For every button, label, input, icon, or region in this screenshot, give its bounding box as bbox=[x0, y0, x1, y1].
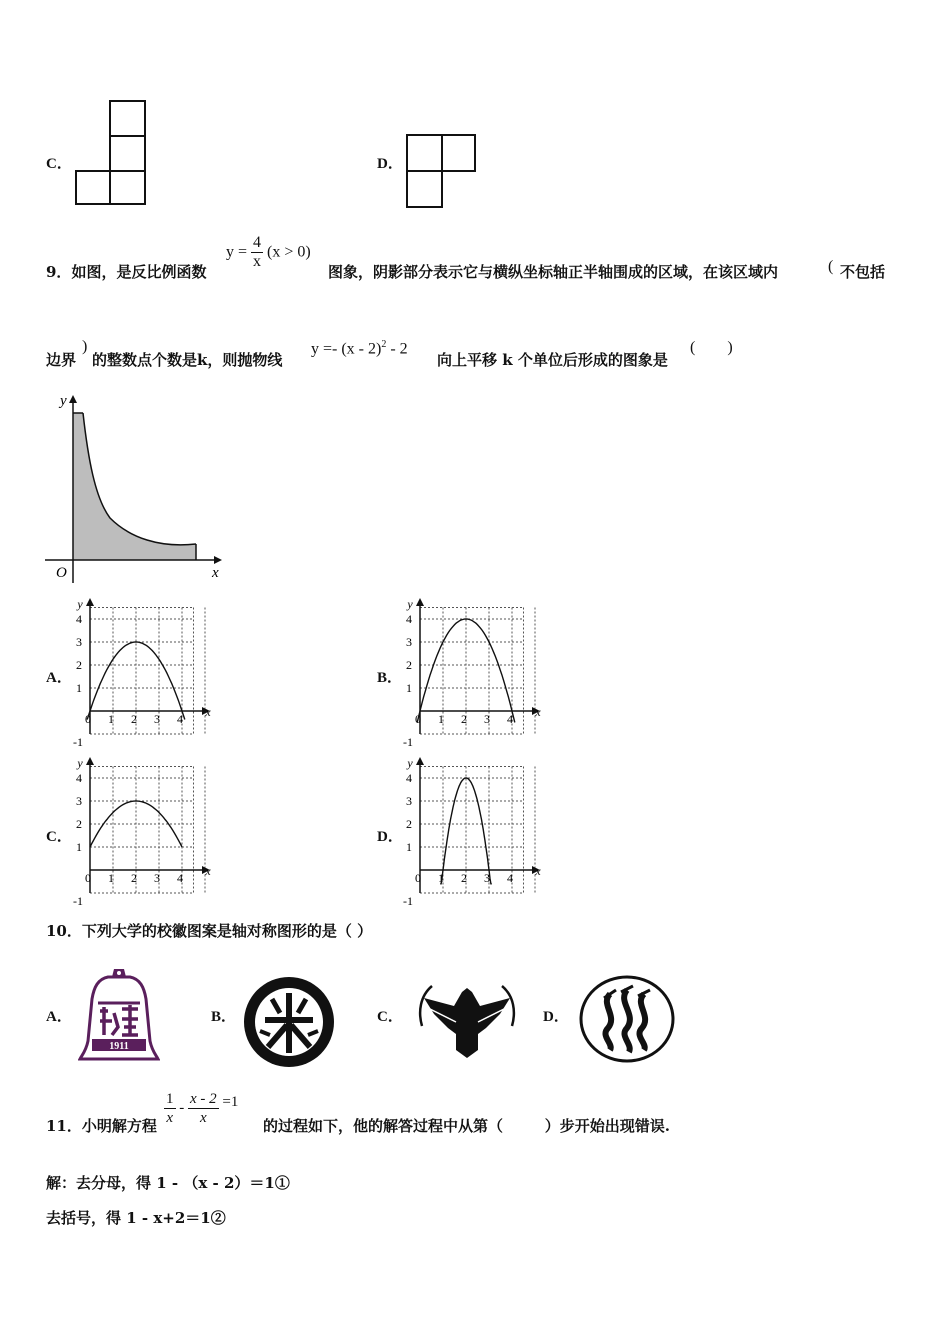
q8-option-c-label[interactable]: C． bbox=[46, 156, 72, 172]
q9-answer-paren[interactable]: ( ) bbox=[690, 339, 733, 356]
q9-eq-domain: (x > 0) bbox=[267, 243, 311, 261]
q9-eq-numerator: 4 bbox=[253, 234, 262, 251]
q9-eq-lhs: y = bbox=[226, 243, 248, 261]
q9-no-include: 不包括 bbox=[840, 263, 886, 281]
y-tick-label: 1 bbox=[406, 840, 412, 854]
x-tick-label: 1 bbox=[108, 712, 114, 726]
x-axis-label: x bbox=[205, 705, 211, 719]
q9-paren-close: ) bbox=[82, 338, 88, 355]
x-tick-label: 1 bbox=[438, 871, 444, 885]
q9-x-label: x bbox=[212, 565, 219, 581]
q10-wave-badge bbox=[578, 974, 676, 1064]
q9-parabola-body: y =- (x - 2) bbox=[311, 340, 382, 358]
q11-frac2 bbox=[188, 1090, 219, 1127]
q9-line2-mid: 的整数点个数是k，则抛物线 bbox=[92, 351, 283, 369]
q9-eq-fraction bbox=[251, 234, 263, 271]
q9-text-after-eq: 图象，阴影部分表示它与横纵坐标轴正半轴围成的区域，在该区域内 bbox=[328, 263, 779, 281]
y-tick-label: 3 bbox=[406, 635, 412, 649]
solution-line1: 解：去分母，得 1 - （x - 2）＝1① bbox=[46, 1174, 290, 1192]
y-tick-neg-label: -1 bbox=[403, 735, 413, 746]
q8-option-d-figure bbox=[402, 130, 482, 212]
y-tick-label: 1 bbox=[76, 840, 82, 854]
x-tick-label: 0 bbox=[415, 712, 421, 726]
q9-option-d-label[interactable]: D． bbox=[377, 829, 403, 845]
q11-frac1-den: x bbox=[166, 1110, 174, 1126]
q10-tsinghua-badge bbox=[78, 965, 160, 1065]
q8-d-square-top-right bbox=[442, 135, 475, 171]
x-tick-label: 3 bbox=[484, 871, 490, 885]
q11-frac2-den: x bbox=[199, 1110, 207, 1126]
y-tick-label: 2 bbox=[406, 817, 412, 831]
q10-eagle-badge bbox=[414, 968, 520, 1060]
y-tick-neg-label: -1 bbox=[403, 894, 413, 905]
q10-option-b-label[interactable]: B． bbox=[211, 1009, 237, 1025]
q9-option-c-graph bbox=[68, 753, 218, 905]
parabola-curve bbox=[417, 619, 515, 722]
q9-option-b-graph bbox=[398, 594, 548, 746]
q10-text: 10．下列大学的校徽图案是轴对称图形的是（ ） bbox=[46, 922, 373, 940]
y-tick-label: 3 bbox=[76, 635, 82, 649]
q9-eq-denominator: x bbox=[253, 253, 262, 270]
q10-a-year: 1911 bbox=[109, 1041, 129, 1052]
y-axis-arrow bbox=[86, 598, 94, 606]
q8-c-square-bottom-right bbox=[110, 171, 145, 204]
q9-line2-end: 向上平移 k 个单位后形成的图象是 bbox=[437, 351, 668, 369]
q11-rhs: =1 bbox=[222, 1093, 239, 1110]
q10-option-a-label[interactable]: A． bbox=[46, 1009, 72, 1025]
q9-parabola-tail: - 2 bbox=[386, 340, 408, 358]
q10-option-d-label[interactable]: D． bbox=[543, 1009, 569, 1025]
q10-option-c-label[interactable]: C． bbox=[377, 1009, 403, 1025]
q8-c-square-bottom-left bbox=[76, 171, 110, 204]
q11-frac1-num: 1 bbox=[166, 1091, 174, 1107]
q8-c-square-middle bbox=[110, 136, 145, 171]
q8-option-c-figure bbox=[70, 96, 150, 208]
y-tick-label: 2 bbox=[406, 658, 412, 672]
q11-frac1 bbox=[164, 1090, 176, 1127]
q9-option-d-graph bbox=[398, 753, 548, 905]
q8-d-square-bottom-left bbox=[407, 171, 442, 207]
y-tick-label: 1 bbox=[76, 681, 82, 695]
y-axis-label: y bbox=[407, 756, 413, 770]
x-tick-label: 2 bbox=[461, 871, 467, 885]
q9-hyperbola-figure bbox=[40, 388, 230, 584]
x-tick-label: 4 bbox=[507, 712, 513, 726]
q11-frac2-num: x - 2 bbox=[190, 1091, 217, 1107]
y-axis-label: y bbox=[77, 756, 83, 770]
x-tick-label: 2 bbox=[131, 712, 137, 726]
x-tick-label: 2 bbox=[461, 712, 467, 726]
x-axis-label: x bbox=[205, 864, 211, 878]
x-tick-label: 0 bbox=[85, 712, 91, 726]
y-tick-label: 1 bbox=[406, 681, 412, 695]
y-tick-label: 2 bbox=[76, 817, 82, 831]
x-tick-label: 0 bbox=[85, 871, 91, 885]
y-tick-label: 3 bbox=[406, 794, 412, 808]
y-axis-arrow bbox=[416, 598, 424, 606]
y-tick-neg-label: -1 bbox=[73, 894, 83, 905]
q11-number-text: 11．小明解方程 bbox=[46, 1117, 157, 1135]
x-tick-label: 4 bbox=[177, 871, 183, 885]
q9-y-arrow bbox=[69, 395, 77, 403]
q9-number: 9． bbox=[46, 263, 72, 281]
x-tick-label: 3 bbox=[484, 712, 490, 726]
q9-option-c-label[interactable]: C． bbox=[46, 829, 72, 845]
q8-option-d-label[interactable]: D． bbox=[377, 156, 403, 172]
y-tick-label: 4 bbox=[76, 771, 82, 785]
q9-option-a-graph bbox=[68, 594, 218, 746]
y-axis-label: y bbox=[407, 597, 413, 611]
y-tick-label: 3 bbox=[76, 794, 82, 808]
q9-parabola-eq bbox=[311, 339, 408, 358]
y-axis-arrow bbox=[416, 757, 424, 765]
y-tick-label: 4 bbox=[406, 612, 412, 626]
q9-equation bbox=[226, 234, 311, 271]
x-tick-label: 0 bbox=[415, 871, 421, 885]
y-axis-label: y bbox=[77, 597, 83, 611]
q9-option-b-label[interactable]: B． bbox=[377, 670, 403, 686]
y-tick-neg-label: -1 bbox=[73, 735, 83, 746]
q9-line1 bbox=[46, 261, 206, 282]
x-tick-label: 4 bbox=[177, 712, 183, 726]
q9-text-before-eq: 如图，是反比例函数 bbox=[71, 263, 207, 281]
q9-option-a-label[interactable]: A． bbox=[46, 670, 72, 686]
q9-paren-open: ( bbox=[828, 258, 834, 275]
x-tick-label: 3 bbox=[154, 712, 160, 726]
q9-origin-label: O bbox=[56, 565, 67, 581]
q9-y-label: y bbox=[60, 393, 67, 409]
x-tick-label: 1 bbox=[108, 871, 114, 885]
solution-line2: 去括号，得 1 - x+2＝1② bbox=[46, 1209, 226, 1227]
q9-parabola-exponent: 2 bbox=[381, 339, 387, 350]
q9-shaded-region bbox=[73, 413, 196, 560]
y-tick-label: 2 bbox=[76, 658, 82, 672]
q11-text-after: 的过程如下，他的解答过程中从第（ ）步开始出现错误. bbox=[263, 1117, 671, 1135]
q8-d-square-top-left bbox=[407, 135, 442, 171]
x-tick-label: 2 bbox=[131, 871, 137, 885]
q9-x-arrow bbox=[214, 556, 222, 564]
q11-minus: - bbox=[179, 1100, 185, 1116]
x-axis-label: x bbox=[535, 864, 541, 878]
y-tick-label: 4 bbox=[406, 771, 412, 785]
x-tick-label: 4 bbox=[507, 871, 513, 885]
y-axis-arrow bbox=[86, 757, 94, 765]
q9-line2-start: 边界 bbox=[46, 351, 77, 369]
x-tick-label: 1 bbox=[438, 712, 444, 726]
q11-equation bbox=[164, 1090, 238, 1127]
x-tick-label: 3 bbox=[154, 871, 160, 885]
x-axis-label: x bbox=[535, 705, 541, 719]
y-tick-label: 4 bbox=[76, 612, 82, 626]
q8-c-square-top bbox=[110, 101, 145, 136]
q10-peking-badge bbox=[242, 975, 336, 1069]
